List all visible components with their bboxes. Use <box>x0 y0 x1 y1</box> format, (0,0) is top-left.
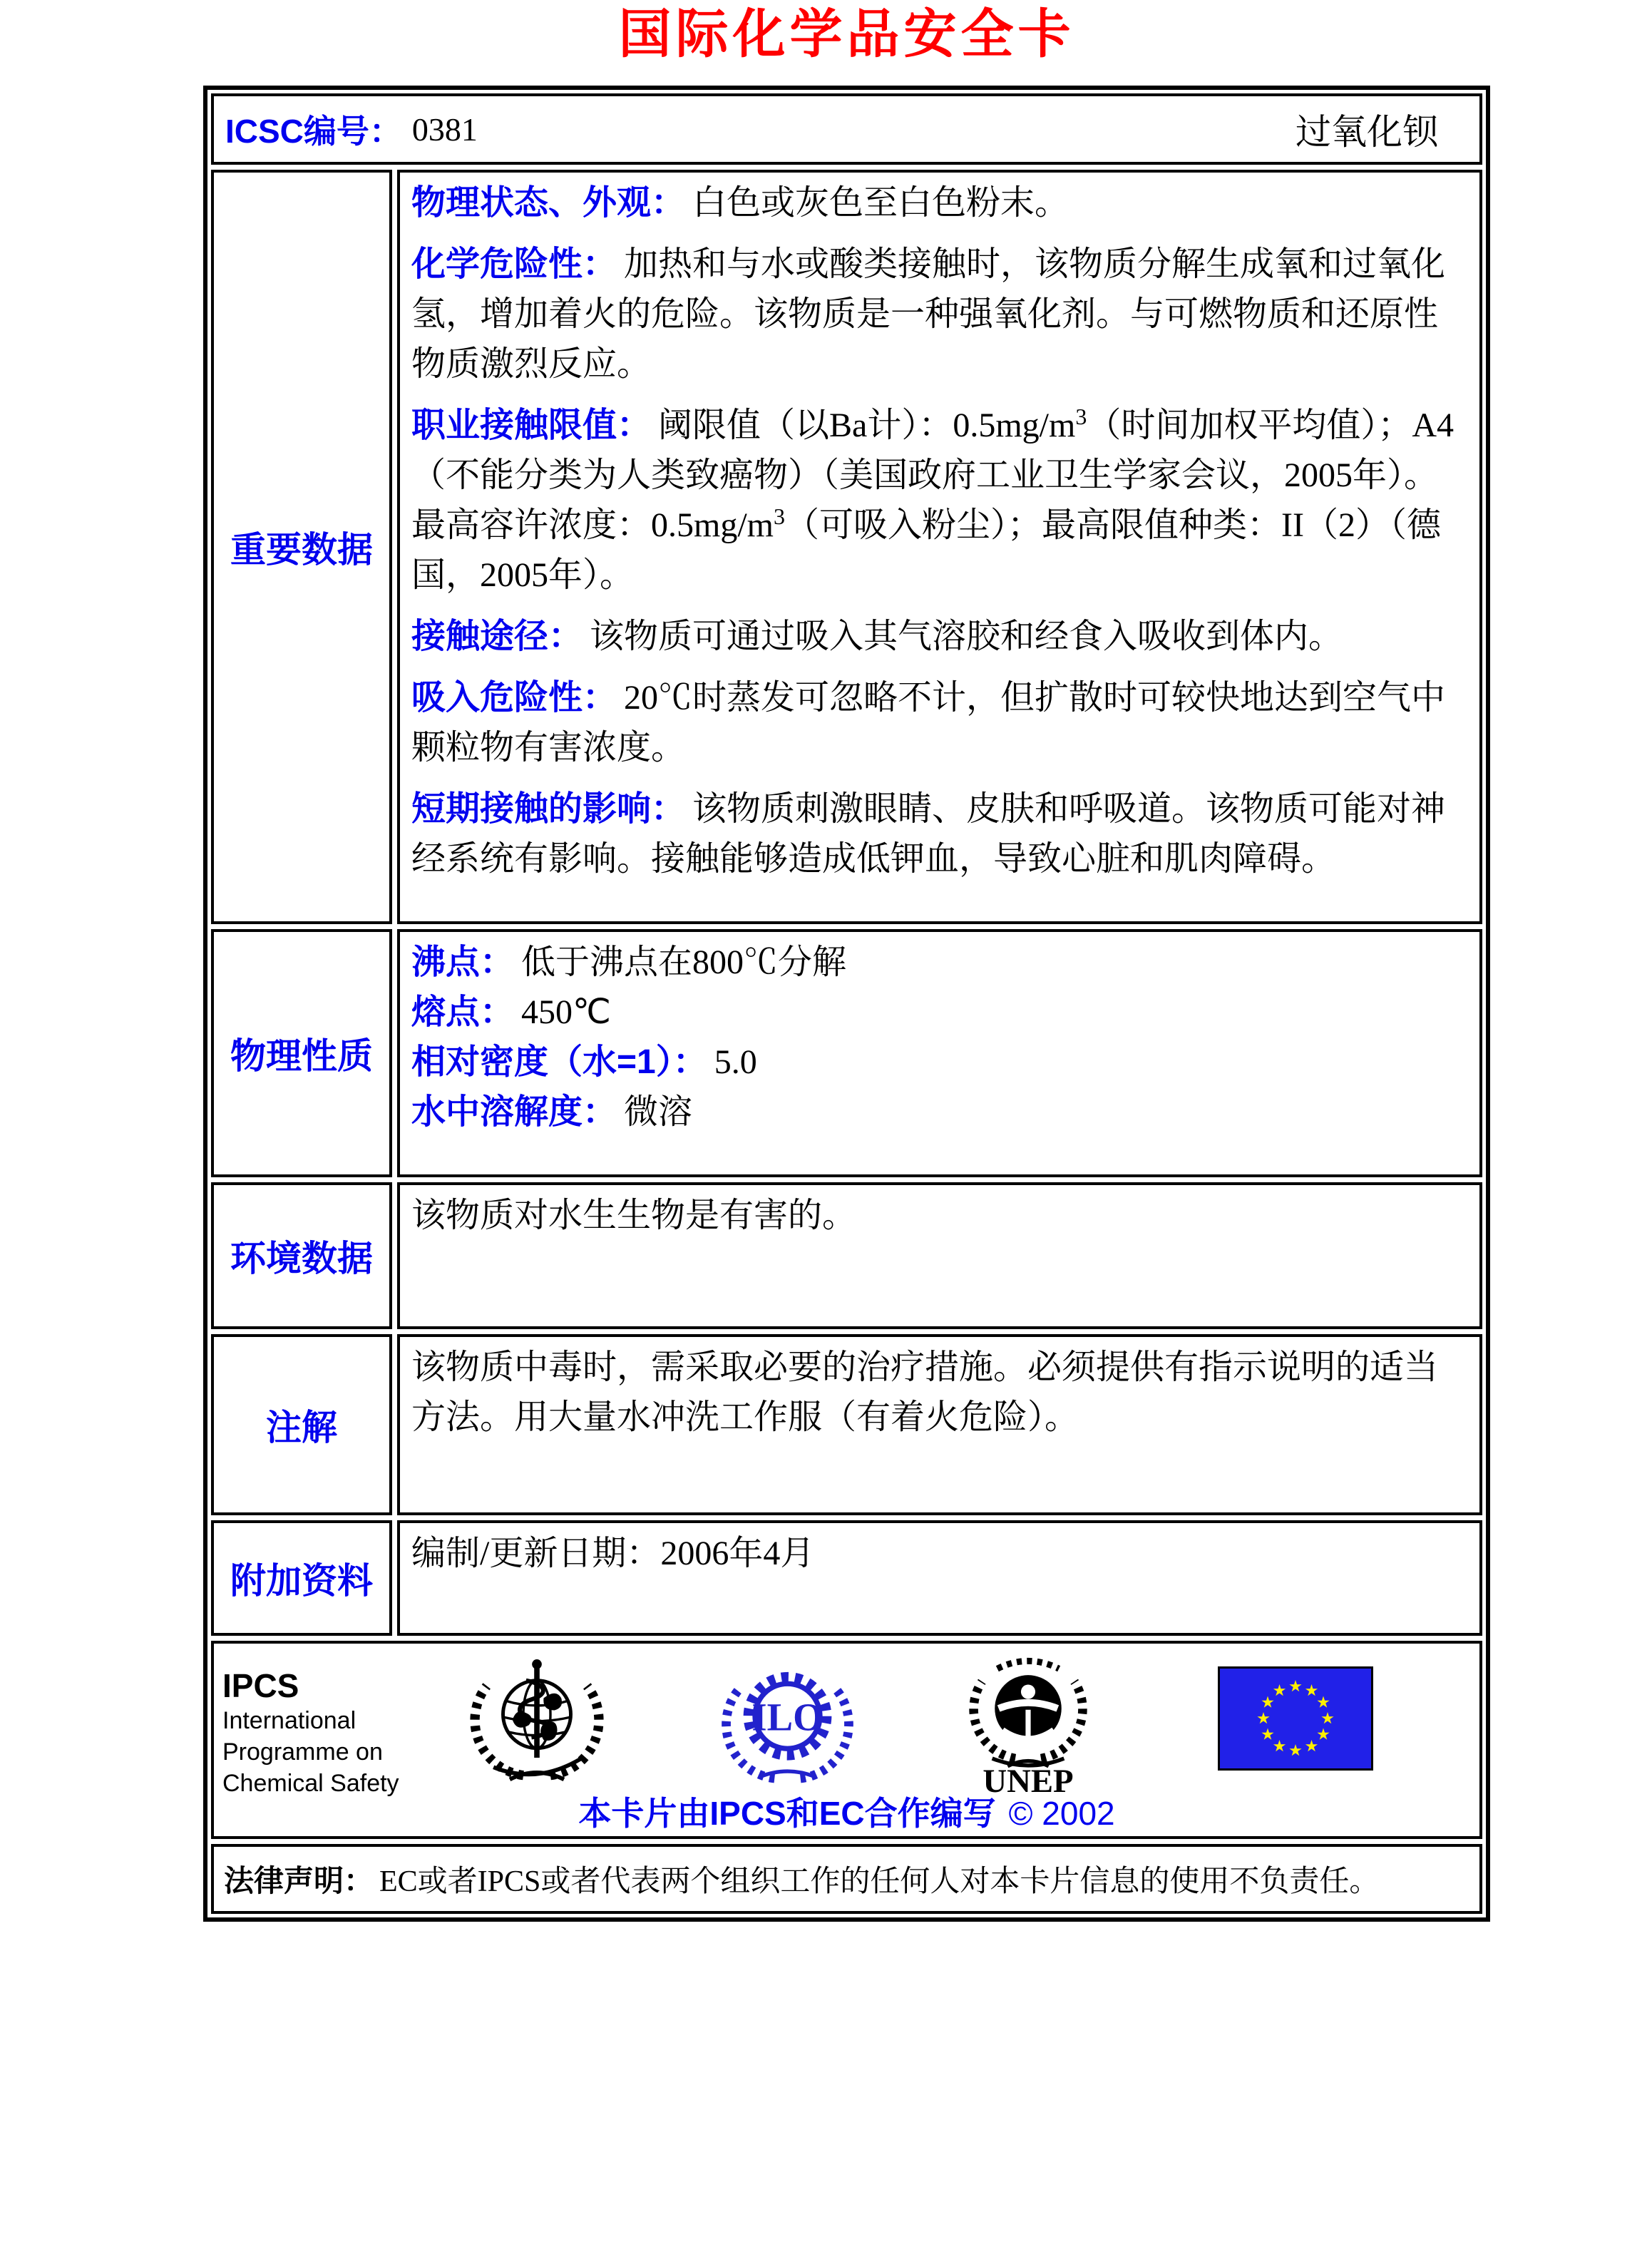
row-notes <box>211 1334 1482 1515</box>
item-label: 职业接触限值： <box>411 406 652 444</box>
item-value: 微溶 <box>624 1093 693 1131</box>
additional-info-content: 编制/更新日期：2006年4月 <box>397 1520 1482 1636</box>
item-boiling-point <box>411 938 1468 988</box>
item-label: 熔点： <box>411 993 515 1031</box>
item-value: 450℃ <box>521 993 611 1031</box>
item-value: 加热和与水或酸类接触时，该物质分解生成氧和过氧化氢，增加着火的危险。该物质是一种强氧化剂。与可燃物质和还原性物质激烈反应。 <box>411 245 1446 383</box>
row-physical-properties <box>211 929 1482 1177</box>
legal-notice-label: 法律声明： <box>224 1864 374 1897</box>
header-cell <box>211 93 1482 165</box>
notes-row-label: 注解 <box>211 1334 392 1515</box>
item-value: 阈限值（以Ba计）：0.5mg/m <box>658 406 1076 444</box>
icsc-number-value: 0381 <box>411 111 478 148</box>
organizations-cell <box>211 1641 1482 1839</box>
item-label: 短期接触的影响： <box>411 790 686 828</box>
eu-flag <box>1218 1666 1373 1774</box>
physical-properties-row-label: 物理性质 <box>211 929 392 1177</box>
copyright-text: © 2002 <box>1008 1795 1115 1832</box>
item-occupational-exposure-limits <box>411 401 1468 600</box>
credit-line <box>214 1788 1479 1835</box>
item-value: 5.0 <box>714 1043 757 1081</box>
additional-info-row-label: 附加资料 <box>211 1520 392 1636</box>
item-value: 20℃时蒸发可忽略不计，但扩散时可较快地达到空气中颗粒物有害浓度。 <box>411 679 1446 767</box>
item-chemical-dangers <box>411 240 1468 389</box>
item-label: 相对密度（水=1）： <box>411 1043 707 1081</box>
item-value: 该物质刺激眼睛、皮肤和呼吸道。该物质可能对神经系统有影响。接触能够造成低钾血，导致心脏和肌肉障碍。 <box>411 790 1446 878</box>
item-label: 化学危险性： <box>411 245 617 283</box>
item-label: 水中溶解度： <box>411 1093 617 1131</box>
item-water-solubility <box>411 1087 1468 1137</box>
ipcs-text-block <box>222 1666 399 1799</box>
icsc-number-label: ICSC编号： <box>225 113 402 150</box>
ipcs-acronym: IPCS <box>222 1667 299 1704</box>
superscript-3: 3 <box>774 503 786 529</box>
item-physical-state <box>411 178 1468 228</box>
credit-text: 本卡片由IPCS和EC合作编写 <box>578 1795 996 1832</box>
environmental-data-row-label: 环境数据 <box>211 1182 392 1329</box>
svg-text:ILO: ILO <box>751 1695 824 1739</box>
physical-properties-content <box>397 929 1482 1177</box>
item-value: （时间加权平均值）；A4（不能分类为人类致癌物）（美国政府工业卫生学家会议，2005年）。最高容许浓度：0.5mg/m <box>411 406 1455 544</box>
row-environmental-data <box>211 1182 1482 1329</box>
legal-cell <box>211 1844 1482 1914</box>
ipcs-line: Chemical Safety <box>222 1770 399 1797</box>
icsc-table <box>203 86 1490 1922</box>
chemical-name: 过氧化钡 <box>1296 112 1438 152</box>
who-logo <box>469 1649 605 1788</box>
item-melting-point <box>411 988 1468 1038</box>
row-additional-info <box>211 1520 1482 1636</box>
svg-text:UNEP: UNEP <box>983 1762 1074 1797</box>
legal-notice-text: EC或者IPCS或者代表两个组织工作的任何人对本卡片信息的使用不负责任。 <box>379 1865 1380 1898</box>
item-value: 该物质可通过吸入其气溶胶和经食入吸收到体内。 <box>590 618 1343 655</box>
ipcs-line: International <box>222 1707 356 1734</box>
row-legal-notice <box>211 1844 1482 1914</box>
important-data-row-label: 重要数据 <box>211 170 392 924</box>
item-value: （可吸入粉尘）；最高限值种类：II（2）（德国，2005年）。 <box>411 506 1441 594</box>
important-data-content <box>397 170 1482 924</box>
item-routes-of-exposure <box>411 612 1468 662</box>
icsc-number-group <box>225 106 478 153</box>
environmental-data-content: 该物质对水生生物是有害的。 <box>397 1182 1482 1329</box>
item-label: 沸点： <box>411 943 515 981</box>
page-title: 国际化学品安全卡 <box>618 4 1075 63</box>
item-relative-density <box>411 1038 1468 1087</box>
item-label: 吸入危险性： <box>411 679 617 717</box>
item-inhalation-risk <box>411 673 1468 773</box>
item-label: 接触途径： <box>411 618 583 655</box>
row-organizations <box>211 1641 1482 1839</box>
superscript-3: 3 <box>1075 404 1087 429</box>
unep-logo <box>964 1651 1092 1800</box>
item-value: 低于沸点在800℃分解 <box>521 943 847 981</box>
item-value: 白色或灰色至白色粉末。 <box>692 184 1069 222</box>
item-short-term-effects <box>411 784 1468 884</box>
header-row <box>211 93 1482 165</box>
ipcs-line: Programme on <box>222 1738 383 1766</box>
ilo-logo <box>722 1656 853 1790</box>
row-important-data <box>211 170 1482 924</box>
item-label: 物理状态、外观： <box>411 184 686 222</box>
notes-content: 该物质中毒时，需采取必要的治疗措施。必须提供有指示说明的适当方法。用大量水冲洗工作服（有着火危险）。 <box>397 1334 1482 1515</box>
